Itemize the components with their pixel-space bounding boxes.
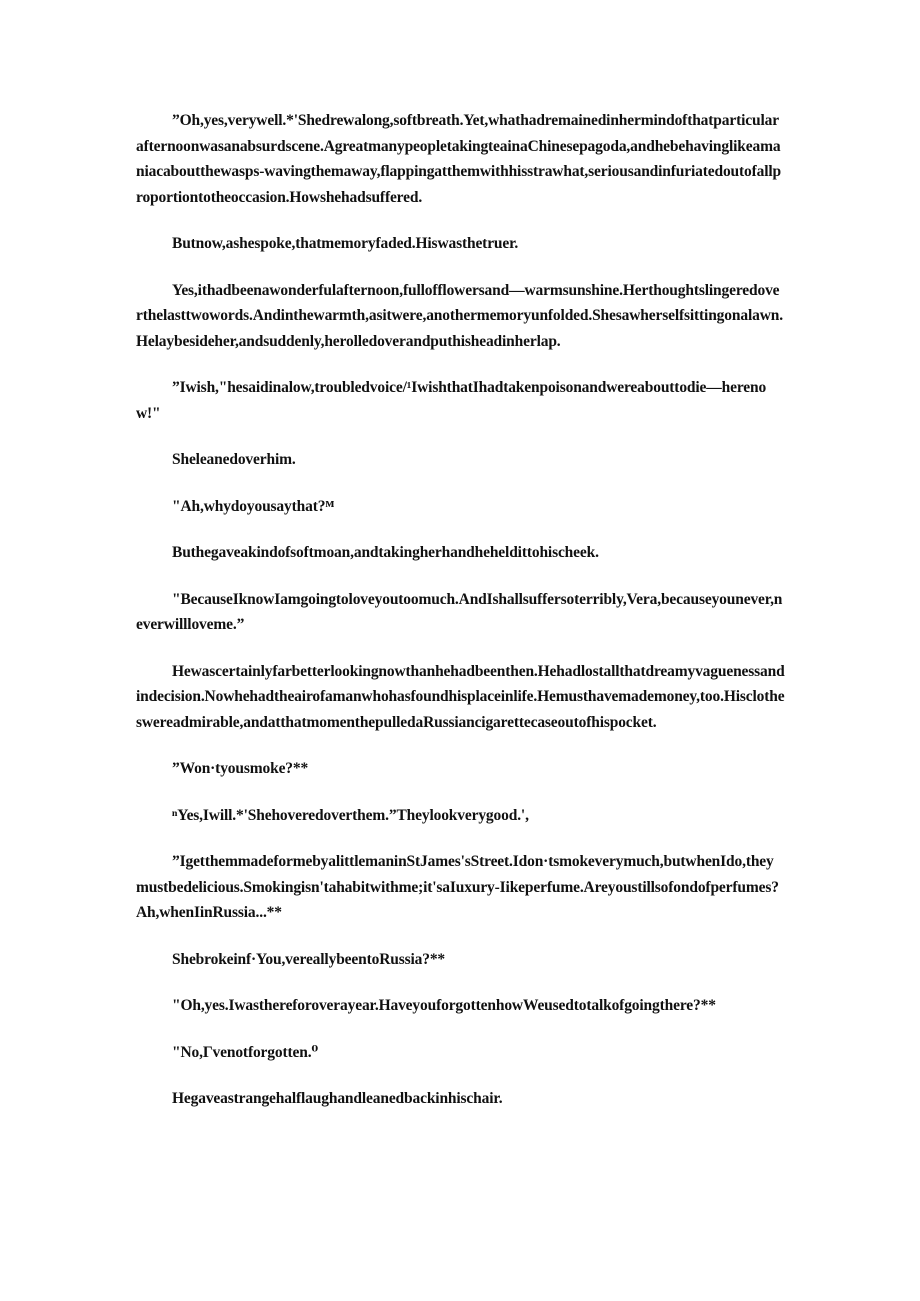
paragraph-4: ”Iwish,"hesaidinalow,troubledvoice/¹IwishthatIhadtakenpoisonandwereabouttodie—herenow!" [136,379,767,422]
paragraph-12: ”IgetthemmadeformebyalittlemaninStJames'sStreet.Idon·tsmokeverymuch,butwhenIdo,theymustbedelicious.Smokingisn'tahabitwithme;it'saIuxury-Iikeperfume.Areyoustillsofondofperfumes?Ah,whenIinRussia...** [136,853,779,921]
paragraph-7: Buthegaveakindofsoftmoan,andtakingherhandheheldittohischeek. [172,544,599,561]
paragraph-8: "BecauseIknowIamgoingtoloveyoutoomuch.AndIshallsuffersoterribly,Vera,becauseyounever,neverwillloveme.” [136,590,783,633]
paragraph-14: "Oh,yes.Iwasthereforoverayear.HaveyouforgottenhowWeusedtotalkofgoingthere?** [172,997,716,1014]
story-text [136,108,786,1133]
paragraph-13: Shebrokeinf·You,vereallybeentoRussia?** [172,950,446,968]
paragraph-2: Butnow,ashespoke,thatmemoryfaded.Hiswasthetruer. [172,235,519,252]
paragraph-10: ”Won·tyousmoke?** [172,760,309,777]
paragraph-9: Hewascertainlyfarbetterlookingnowthanhehadbeenthen.Hehadlostallthatdreamyvagueness​andindecision.Nowhehadtheairofamanwhohasfoundhisplaceinlife.Hemusthavemademoney,too.Hisclotheswereadmirable,andatthatmomenthepulledaRussiancigarettecaseoutofhispocket. [136,662,785,731]
paragraph-5: Sheleanedoverhim. [172,451,296,468]
paragraph-11: ⁿYes,Iwill.*'Shehoveredoverthem.”Theylookverygood.', [172,806,529,824]
paragraph-16: Hegaveastrangehalflaughandleanedbackinhischair. [172,1090,503,1107]
paragraph-15: "No,Γvenotforgotten.⁰ [172,1043,319,1061]
paragraph-1: ”Oh,yes,verywell.*'Shedrewalong,softbreath.Yet,whathadremainedinhermindofthatparticularafternoonwasanabsurdscene.AgreatmanypeopletakingteainaChinesepagoda,andhebehavinglikeamaniacaboutthewasps-wavingthemaway,flappingatthemwithhisstrawhat,seriousandinfuriatedoutofallproportiontotheoccasion.Howshehadsuffered. [136,112,782,206]
paragraph-3: Yes,ithadbeenawonderfulafternoon,fullofflowersand—warmsunshine.Herthoughtslingeredoverthelasttwowords.Andinthewarmth,asitwere,anothermemoryunfolded.Shesawherselfsittingonalawn.Helaybesideher,andsuddenly,herolledoverandputhisheadinherlap. [136,281,783,350]
paragraph-6: "Ah,whydoyousaythat?ᴹ [172,497,335,515]
